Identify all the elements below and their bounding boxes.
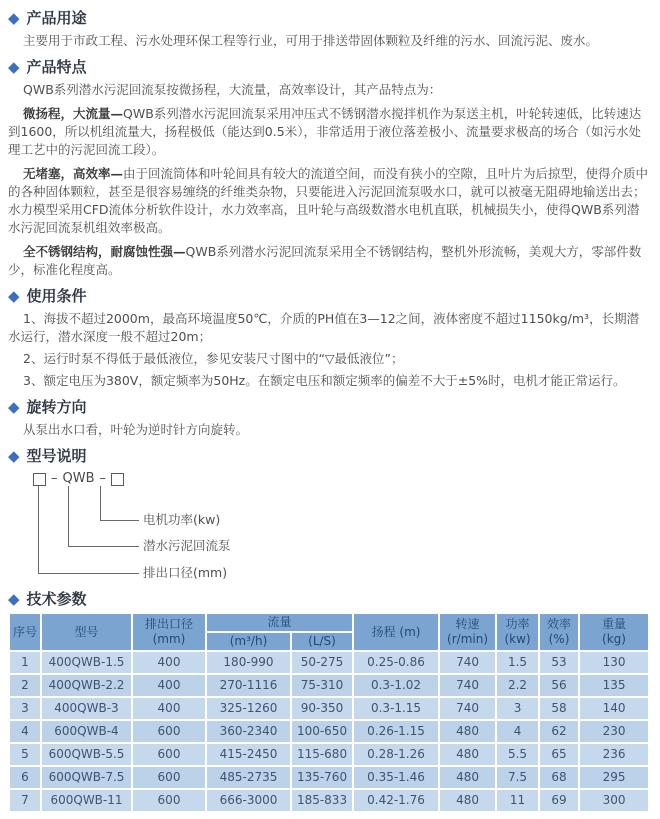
feature-text: QWB系列潜水污泥回流泵采用全不锈钢结构，整机外形流畅，美观大方，零部件数少，标准化程度高。 (8, 244, 642, 277)
col-header-speed (439, 613, 496, 651)
section-heading-model (8, 446, 650, 466)
table-cell: 4 (9, 720, 41, 743)
section-title: 旋转方向 (26, 398, 87, 416)
feature-paragraph (8, 165, 650, 237)
feature-paragraph (8, 243, 650, 279)
section-heading-specs (8, 589, 650, 609)
table-cell: 295 (579, 766, 649, 789)
header-line: 重量 (602, 617, 627, 631)
header-unit: (r/min) (447, 632, 488, 646)
table-cell: 300 (579, 789, 649, 812)
table-cell: 325-1260 (206, 697, 291, 720)
col-header-flow-ls: (L/S) (291, 632, 353, 651)
specs-table-header (9, 613, 649, 651)
table-cell: 2 (9, 674, 41, 697)
section-title: 产品用途 (26, 9, 87, 27)
col-header-efficiency (539, 613, 579, 651)
table-cell: 415-2450 (206, 743, 291, 766)
table-cell: 7.5 (496, 766, 539, 789)
table-cell: 400 (132, 651, 206, 674)
header-line: 排出口径 (144, 617, 193, 631)
diamond-icon: ◆ (8, 447, 20, 465)
diamond-icon: ◆ (8, 9, 20, 27)
header-unit: (kw) (504, 632, 531, 646)
specs-table-body (9, 651, 649, 812)
usage-paragraph: 主要用于市政工程、污水处理环保工程等行业，可用于排送带固体颗粒及纤维的污水、回流污泥、废水。 (23, 33, 599, 48)
features-intro: QWB系列潜水污泥回流泵按微扬程，大流量，高效率设计，其产品特点为： (23, 82, 442, 97)
table-cell: 230 (579, 720, 649, 743)
col-header-flow: 流量 (206, 613, 353, 632)
table-cell: 185-833 (291, 789, 353, 812)
dash: – (51, 471, 58, 486)
table-cell: 5 (9, 743, 41, 766)
table-cell: 400QWB-3 (41, 697, 132, 720)
rotation-paragraph: 从泵出水口看，叶轮为逆时针方向旋转。 (23, 422, 249, 437)
table-cell: 600 (132, 720, 206, 743)
feature-lead: 微扬程，大流量— (23, 106, 124, 121)
col-header-head: 扬程 (m) (353, 613, 439, 651)
table-row (9, 674, 649, 697)
table-cell: 666-3000 (206, 789, 291, 812)
table-cell: 62 (539, 720, 579, 743)
table-cell: 3 (496, 697, 539, 720)
table-cell: 90-350 (291, 697, 353, 720)
table-cell: 480 (439, 789, 496, 812)
col-header-index: 序号 (9, 613, 41, 651)
table-cell: 740 (439, 674, 496, 697)
table-cell: 2.2 (496, 674, 539, 697)
condition-item: 2、运行时泵不得低于最低液位，参见安装尺寸图中的“▽最低液位”； (23, 351, 404, 366)
table-row (9, 720, 649, 743)
feature-lead: 全不锈钢结构，耐腐蚀性强— (23, 244, 186, 259)
table-cell: 400QWB-2.2 (41, 674, 132, 697)
section-heading-features (8, 57, 650, 77)
model-code-row (33, 472, 124, 486)
placeholder-box-icon (111, 473, 124, 486)
col-header-weight (579, 613, 649, 651)
table-cell: 0.25-0.86 (353, 651, 439, 674)
col-header-flow-m3h: (m³/h) (206, 632, 291, 651)
col-header-model: 型号 (41, 613, 132, 651)
header-line: 效率 (547, 617, 572, 631)
col-header-power (496, 613, 539, 651)
section-heading-usage (8, 8, 650, 28)
table-cell: 480 (439, 743, 496, 766)
table-cell: 100-650 (291, 720, 353, 743)
table-cell: 236 (579, 743, 649, 766)
table-cell: 600QWB-7.5 (41, 766, 132, 789)
section-title: 使用条件 (26, 287, 87, 305)
table-cell: 56 (539, 674, 579, 697)
col-header-outlet (132, 613, 206, 651)
table-row (9, 766, 649, 789)
section-title: 技术参数 (26, 590, 87, 608)
table-cell: 180-990 (206, 651, 291, 674)
table-row (9, 651, 649, 674)
table-cell: 1.5 (496, 651, 539, 674)
table-row (9, 789, 649, 812)
model-label-power: 电机功率(kw) (143, 512, 221, 527)
header-line: 功率 (505, 617, 530, 631)
diamond-icon: ◆ (8, 398, 20, 416)
table-cell: 480 (439, 766, 496, 789)
diamond-icon: ◆ (8, 590, 20, 608)
table-cell: 5.5 (496, 743, 539, 766)
table-cell: 600QWB-4 (41, 720, 132, 743)
table-cell: 135-760 (291, 766, 353, 789)
table-cell: 0.28-1.26 (353, 743, 439, 766)
header-unit: (mm) (152, 632, 186, 646)
feature-paragraph (8, 105, 650, 159)
header-unit: (kg) (602, 632, 626, 646)
table-cell: 58 (539, 697, 579, 720)
table-cell: 0.26-1.15 (353, 720, 439, 743)
table-cell: 1 (9, 651, 41, 674)
table-cell: 6 (9, 766, 41, 789)
model-label-outlet: 排出口径(mm) (143, 565, 228, 580)
condition-item: 3、额定电压为380V，额定频率为50Hz。在额定电压和额定频率的偏差不大于±5%时，电机才能正常运行。 (23, 373, 626, 388)
table-cell: 400 (132, 674, 206, 697)
model-code-diagram (8, 470, 650, 582)
table-cell: 0.42-1.76 (353, 789, 439, 812)
table-cell: 400QWB-1.5 (41, 651, 132, 674)
table-cell: 53 (539, 651, 579, 674)
table-cell: 600 (132, 789, 206, 812)
table-cell: 600QWB-5.5 (41, 743, 132, 766)
table-cell: 600 (132, 743, 206, 766)
table-cell: 600QWB-11 (41, 789, 132, 812)
header-unit: (%) (548, 632, 570, 646)
table-cell: 115-680 (291, 743, 353, 766)
table-cell: 65 (539, 743, 579, 766)
table-cell: 485-2735 (206, 766, 291, 789)
table-cell: 270-1116 (206, 674, 291, 697)
diamond-icon: ◆ (8, 58, 20, 76)
table-cell: 68 (539, 766, 579, 789)
table-cell: 0.3-1.02 (353, 674, 439, 697)
table-cell: 0.3-1.15 (353, 697, 439, 720)
section-heading-rotation (8, 397, 650, 417)
table-cell: 740 (439, 697, 496, 720)
table-cell: 600 (132, 766, 206, 789)
table-cell: 740 (439, 651, 496, 674)
table-cell: 11 (496, 789, 539, 812)
table-cell: 7 (9, 789, 41, 812)
table-row (9, 697, 649, 720)
section-title: 产品特点 (26, 58, 87, 76)
header-line: 转速 (455, 617, 480, 631)
model-code: QWB (62, 471, 95, 486)
feature-text: QWB系列潜水污泥回流泵采用冲压式不锈钢潜水搅拌机作为泵送主机，叶轮转速低，比转速达到1600，所以机组流量大，扬程极低（能达到0.5米），非常适用于液位落差极小、流量要求极高的场合（如污水处理工艺中的污泥回流工段）。 (8, 106, 642, 157)
section-title: 型号说明 (26, 447, 87, 465)
connector-line (38, 486, 139, 574)
table-cell: 140 (579, 697, 649, 720)
section-heading-conditions (8, 286, 650, 306)
table-cell: 0.35-1.46 (353, 766, 439, 789)
table-cell: 4 (496, 720, 539, 743)
model-label-pump-type: 潜水污泥回流泵 (143, 538, 231, 553)
feature-lead: 无堵塞，高效率— (23, 166, 124, 181)
table-cell: 75-310 (291, 674, 353, 697)
feature-text: 由于回流筒体和叶轮间具有较大的流道空间，而没有狭小的空隙，且叶片为后掠型，使得介质中的各种固体颗粒，甚至是很容易缠绕的纤维类杂物，只要能进入污泥回流泵吸水口，就可以被毫无阻碍地输送出去；水力模型采用CFD流体分析软件设计，水力效率高，且叶轮与高级数潜水电机直联，机械损失小，使得QWB系列潜水污泥回流泵机组效率极高。 (8, 166, 649, 235)
specs-table (8, 612, 650, 813)
dash: – (99, 471, 107, 486)
condition-item: 1、海拔不超过2000m，最高环境温度50℃，介质的PH值在3—12之间，液体密度不超过1150kg/m³，长期潜水运行，潜水深度一般不超过20m； (8, 311, 640, 344)
table-cell: 400 (132, 697, 206, 720)
diamond-icon: ◆ (8, 287, 20, 305)
table-cell: 480 (439, 720, 496, 743)
table-row (9, 743, 649, 766)
table-cell: 360-2340 (206, 720, 291, 743)
table-cell: 135 (579, 674, 649, 697)
table-cell: 130 (579, 651, 649, 674)
table-cell: 3 (9, 697, 41, 720)
table-cell: 69 (539, 789, 579, 812)
table-cell: 50-275 (291, 651, 353, 674)
placeholder-box-icon (33, 473, 46, 486)
